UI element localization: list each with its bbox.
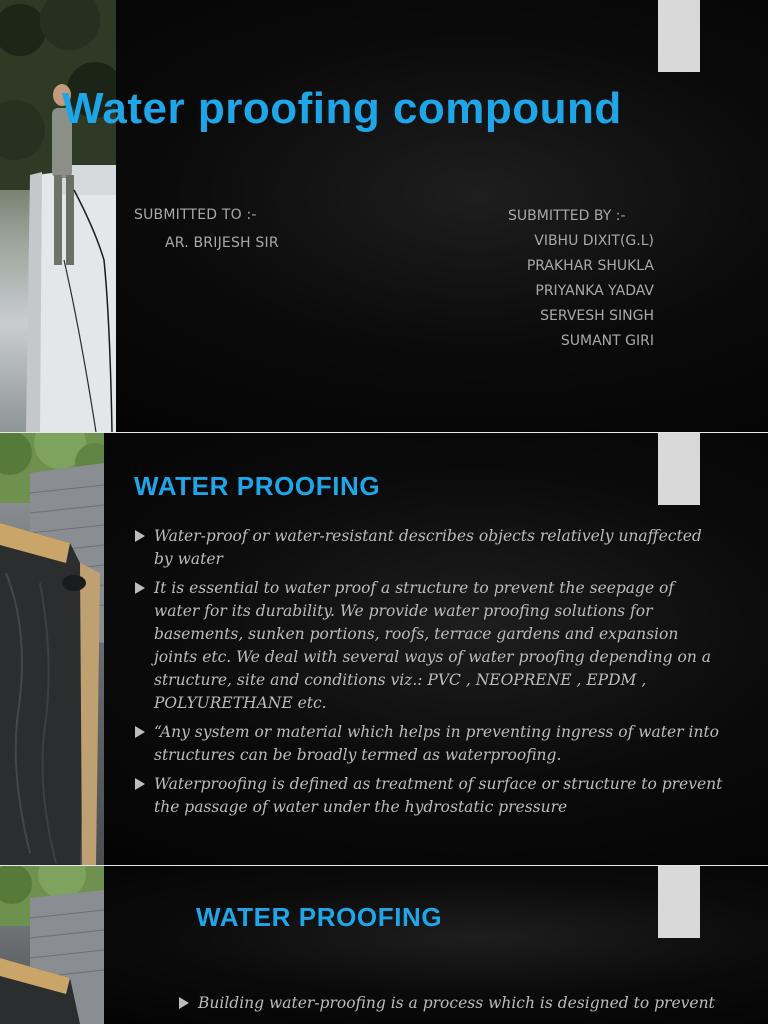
- bullet-text: Waterproofing is defined as treatment of surface or structure to prevent the passage of water under the hydrostatic pressure: [154, 775, 723, 816]
- corner-tab: [658, 433, 700, 505]
- bullet-text: “Any system or material which helps in preventing ingress of water into structures can be broadly termed as waterproofing.: [154, 723, 720, 764]
- water-proofing-slide: [0, 433, 768, 865]
- triangle-bullet-icon: [135, 530, 145, 542]
- member-name: SERVESH SINGH: [540, 308, 654, 324]
- bullet-list: [134, 525, 724, 825]
- bullet-text: Water-proof or water-resistant describes objects relatively unaffected by water: [154, 527, 702, 568]
- list-item: [178, 992, 738, 1015]
- list-item: [134, 577, 724, 715]
- submitted-to-label: SUBMITTED TO :-: [134, 207, 257, 223]
- triangle-bullet-icon: [179, 997, 189, 1009]
- triangle-bullet-icon: [135, 726, 145, 738]
- submitted-by-label: SUBMITTED BY :-: [508, 208, 626, 224]
- corner-tab: [658, 866, 700, 938]
- list-item: [134, 525, 724, 571]
- member-name: PRIYANKA YADAV: [535, 283, 654, 299]
- pond-liner-photo: [0, 433, 104, 865]
- title-slide: [0, 0, 768, 432]
- member-name: VIBHU DIXIT(G.L): [534, 233, 654, 249]
- roof-worker-photo: [0, 0, 116, 432]
- member-name: SUMANT GIRI: [560, 333, 654, 349]
- list-item: [134, 773, 724, 819]
- submitted-to-name: AR. BRIJESH SIR: [165, 235, 279, 251]
- bullet-text: It is essential to water proof a structure to prevent the seepage of water for its durability. We provide water proofing solutions for basements, sunken portions, roofs, terrace gardens and expansion joints etc. We deal with several ways of water proofing depending on a structure, site and conditions viz.: PVC , NEOPRENE , EPDM , POLYURETHANE etc.: [154, 579, 711, 712]
- triangle-bullet-icon: [135, 582, 145, 594]
- presentation-title: Water proofing compound: [62, 84, 622, 133]
- pond-liner-photo: [0, 866, 104, 1024]
- list-item: [134, 721, 724, 767]
- slide-heading: WATER PROOFING: [196, 902, 443, 932]
- corner-tab: [658, 0, 700, 72]
- slide-heading: WATER PROOFING: [134, 471, 381, 501]
- bullet-list: [178, 992, 738, 1021]
- submitted-by-block: [508, 204, 654, 354]
- triangle-bullet-icon: [135, 778, 145, 790]
- member-name: PRAKHAR SHUKLA: [526, 258, 654, 274]
- water-proofing-slide-continued: [0, 866, 768, 1024]
- bullet-text: Building water-proofing is a process which is designed to prevent: [198, 994, 715, 1012]
